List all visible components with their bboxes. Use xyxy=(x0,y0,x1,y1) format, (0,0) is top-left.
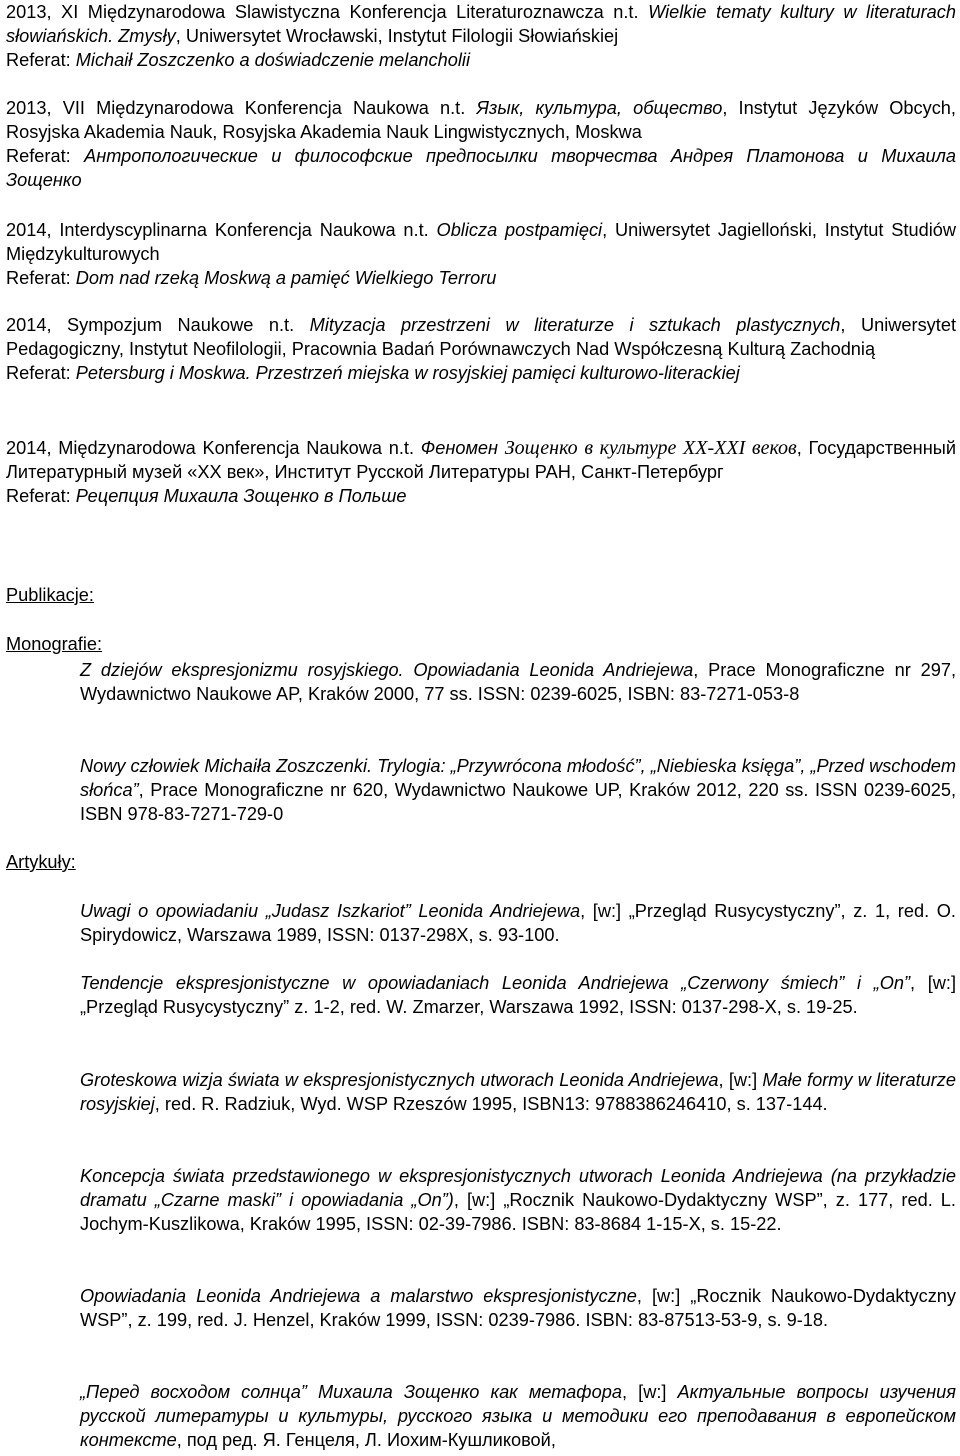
artykul-details: , [w:] „Rocznik Naukowo-Dydaktyczny WSP”, z. 177, red. L. Jochym-Kuszlikowa, Kraków 1995, ISSN: 02-39-7986. ISBN: 83-8684 1-15-X, s. 15-22. xyxy=(80,1190,956,1234)
artykul-title: Opowiadania Leonida Andriejewa a malarstwo ekspresjonistyczne xyxy=(80,1286,637,1306)
monografie-heading: Monografie: xyxy=(6,634,103,654)
referat-label: Referat: xyxy=(6,486,76,506)
conference-venue: , Государственный Литературный музей «ХХ век», Институт Русской Литературы РАН, Санкт-Петербург xyxy=(6,438,956,482)
artykul-entry xyxy=(80,899,956,947)
conference-title xyxy=(6,96,956,144)
conference-name: 2014, Międzynarodowa Konferencja Naukowa n.t. xyxy=(6,438,421,458)
referat-title: Michaił Zoszczenko a doświadczenie melancholii xyxy=(75,50,470,70)
referat-title: Dom nad rzeką Moskwą a pamięć Wielkiego Terroru xyxy=(75,268,497,288)
conference-topic: Oblicza postpamięci xyxy=(436,220,603,240)
conference-venue: , Uniwersytet Jagielloński, Instytut Studiów Międzykulturowych xyxy=(6,220,956,264)
referat-line xyxy=(6,144,956,192)
conference-entry xyxy=(6,313,956,385)
monografia-entry xyxy=(80,754,956,826)
artykul-volume-title: Małe formy w literaturze rosyjskiej xyxy=(80,1070,957,1114)
artykul-volume-title: Актуальные вопросы изучения русской литературы и культуры, русского языка и методики его преподавания в европейском контексте xyxy=(80,1382,956,1450)
referat-title: Антропологические и философские предпосылки творчества Андрея Платонова и Михаила Зощенко xyxy=(6,146,956,190)
artykul-title: Tendencje ekspresjonistyczne w opowiadaniach Leonida Andriejewa „Czerwony śmiech” i „On” xyxy=(80,973,911,993)
artykul-title: Uwagi o opowiadaniu „Judasz Iszkariot” Leonida Andriejewa xyxy=(80,901,581,921)
monografia-title: Z dziejów ekspresjonizmu rosyjskiego. Opowiadania Leonida Andriejewa xyxy=(80,660,694,680)
artykuly-heading: Artykuły: xyxy=(6,852,76,872)
conference-venue: , Instytut Języków Obcych, Rosyjska Akademia Nauk, Rosyjska Akademia Nauk Lingwistycznych, Moskwa xyxy=(6,98,956,142)
conference-name: 2013, VII Międzynarodowa Konferencja Naukowa n.t. xyxy=(6,98,477,118)
conference-title xyxy=(6,0,956,48)
conference-topic: Феномен xyxy=(420,438,505,458)
conference-entry xyxy=(6,218,956,290)
conference-venue: , Uniwersytet Pedagogiczny, Instytut Neofilologii, Pracownia Badań Porównawczych Nad Współczesną Kulturą Zachodnią xyxy=(6,315,956,359)
referat-line xyxy=(6,266,956,290)
conference-name: 2014, Sympozjum Naukowe n.t. xyxy=(6,315,310,335)
monografia-title: Nowy człowiek Michaiła Zoszczenki. Trylogia: „Przywrócona młodość”, „Niebieska księga”, „Przed wschodem słońca” xyxy=(80,756,956,800)
monografia-details: , Prace Monograficzne nr 297, Wydawnictwo Naukowe AP, Kraków 2000, 77 ss. ISSN: 0239-6025, ISBN: 83-7271-053-8 xyxy=(80,660,956,704)
artykul-entry: „Перед восходом солнца” Михаила Зощенко как метафора, [w:] Актуальные вопросы изучения русской литературы и культуры, русского языка и методики его преподавания в европейском контексте, под ред. Я. Генцеля, Л. Иохим-Кушликовой, xyxy=(80,1382,956,1450)
conference-venue: , Uniwersytet Wrocławski, Instytut Filologii Słowiańskiej xyxy=(175,26,619,46)
artykul-title: Koncepcja świata przedstawionego w ekspresjonistycznych utworach Leonida Andriejewa (na przykładzie dramatu „Czarne maski” i opowiadania „On”) xyxy=(80,1166,956,1210)
conference-topic: Язык, культура, общество xyxy=(476,98,723,118)
artykul-details: , [w:] „Przegląd Rusycystyczny” z. 1-2, red. W. Zmarzer, Warszawa 1992, ISSN: 0137-298-X, s. 19-25. xyxy=(80,973,956,1017)
referat-line xyxy=(6,484,956,508)
conference-topic-cont: Зощенко в культуре XX-XXI веков xyxy=(504,437,797,459)
conference-name: 2013, XI Międzynarodowa Slawistyczna Konferencja Literaturoznawcza n.t. xyxy=(6,2,649,22)
artykul-details: , [w:] „Rocznik Naukowo-Dydaktyczny WSP”, z. 199, red. J. Henzel, Kraków 1999, ISSN: 0239-7986. ISBN: 83-87513-53-9, s. 9-18. xyxy=(80,1286,957,1330)
artykul-details: , под ред. Я. Генцеля, Л. Иохим-Кушликовой, xyxy=(176,1430,556,1450)
artykul-entry xyxy=(80,971,956,1019)
artykul-details: , [w:] „Przegląd Rusycystyczny”, z. 1, red. O. Spirydowicz, Warszawa 1989, ISSN: 0137-298X, s. 93-100. xyxy=(80,901,956,945)
referat-label: Referat: xyxy=(6,50,76,70)
conference-topic: Mityzacja przestrzeni w literaturze i sztukach plastycznych xyxy=(309,315,841,335)
conference-entry xyxy=(6,436,956,508)
referat-label: Referat: xyxy=(6,363,76,383)
monografia-entry xyxy=(80,658,956,706)
referat-label: Referat: xyxy=(6,146,85,166)
publikacje-heading: Publikacje: xyxy=(6,585,94,605)
conference-entry xyxy=(6,0,956,72)
conference-title xyxy=(6,218,956,266)
referat-label: Referat: xyxy=(6,268,76,288)
referat-title: Petersburg i Moskwa. Przestrzeń miejska w rosyjskiej pamięci kulturowo-literackiej xyxy=(75,363,740,383)
artykul-title: „Перед восходом солнца” Михаила Зощенко как метафора xyxy=(80,1382,623,1402)
artykul-entry: Groteskowa wizja świata w ekspresjonistycznych utworach Leonida Andriejewa, [w:] Małe formy w literaturze rosyjskiej, red. R. Radziuk, Wyd. WSP Rzeszów 1995, ISBN13: 9788386246410, s. 137-144. xyxy=(80,1070,957,1114)
referat-title: Рецепция Михаила Зощенко в Польше xyxy=(75,486,407,506)
monografia-details: , Prace Monograficzne nr 620, Wydawnictwo Naukowe UP, Kraków 2012, 220 ss. ISSN 0239-6025, ISBN 978-83-7271-729-0 xyxy=(80,780,956,824)
conference-entry xyxy=(6,96,956,192)
artykul-entry xyxy=(80,1164,956,1236)
artykul-title: Groteskowa wizja świata w ekspresjonistycznych utworach Leonida Andriejewa xyxy=(80,1070,719,1090)
conference-topic: Wielkie tematy kultury w literaturach słowiańskich. Zmysły xyxy=(6,2,956,46)
referat-line xyxy=(6,48,956,72)
conference-title xyxy=(6,436,956,484)
conference-title xyxy=(6,313,956,361)
artykul-entry xyxy=(80,1284,956,1332)
conference-name: 2014, Interdyscyplinarna Konferencja Naukowa n.t. xyxy=(6,220,437,240)
referat-line xyxy=(6,361,956,385)
artykul-details: , red. R. Radziuk, Wyd. WSP Rzeszów 1995, ISBN13: 9788386246410, s. 137-144. xyxy=(154,1094,828,1114)
